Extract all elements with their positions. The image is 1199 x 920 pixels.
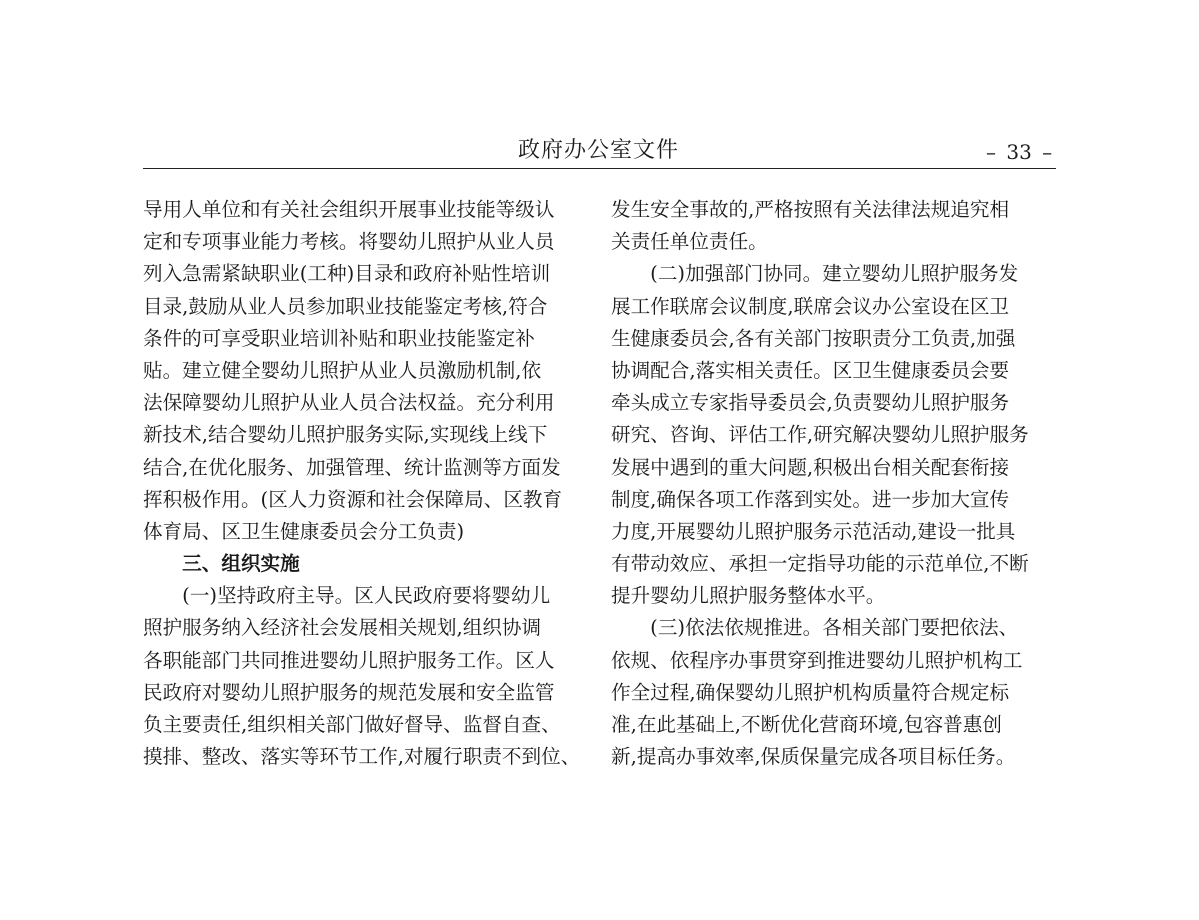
text-line: 照护服务纳入经济社会发展相关规划,组织协调 xyxy=(143,616,542,640)
text-line: 法保障婴幼儿照护从业人员合法权益。充分利用 xyxy=(143,391,555,415)
text-line: 列入急需紧缺职业(工种)目录和政府补贴性培训 xyxy=(143,262,551,286)
text-line: (二)加强部门协同。建立婴幼儿照护服务发 xyxy=(611,262,1019,286)
text-line: 依规、依程序办事贯穿到推进婴幼儿照护机构工 xyxy=(611,648,1023,672)
text-line: 条件的可享受职业培训补贴和职业技能鉴定补 xyxy=(143,326,535,350)
text-line: 导用人单位和有关社会组织开展事业技能等级认 xyxy=(143,198,555,221)
text-line: 制度,确保各项工作落到实处。进一步加大宣传 xyxy=(611,487,1010,511)
right-text-column xyxy=(611,194,1056,773)
text-line: 牵头成立专家指导委员会,负责婴幼儿照护服务 xyxy=(611,391,1010,415)
text-line: 民政府对婴幼儿照护服务的规范发展和安全监管 xyxy=(143,680,555,704)
text-line: (三)依法依规推进。各相关部门要把依法、 xyxy=(611,616,1019,640)
text-line: 挥积极作用。(区人力资源和社会保障局、区教育 xyxy=(143,487,563,511)
page-number: – 33 – xyxy=(986,140,1053,164)
text-line: 有带动效应、承担一定指导功能的示范单位,不断 xyxy=(611,552,1029,576)
text-line: 提升婴幼儿照护服务整体水平。 xyxy=(611,584,886,608)
text-line: 作全过程,确保婴幼儿照护机构质量符合规定标 xyxy=(611,680,1010,704)
text-line: 新,提高办事效率,保质保量完成各项目标任务。 xyxy=(611,745,1016,769)
header-divider xyxy=(143,168,1056,169)
text-line: 目录,鼓励从业人员参加职业技能鉴定考核,符合 xyxy=(143,294,548,318)
text-line: 新技术,结合婴幼儿照护服务实际,实现线上线下 xyxy=(143,423,548,447)
text-line: 结合,在优化服务、加强管理、统计监测等方面发 xyxy=(143,455,561,479)
text-line: (一)坚持政府主导。区人民政府要将婴幼儿 xyxy=(143,584,551,608)
text-line: 准,在此基础上,不断优化营商环境,包容普惠创 xyxy=(611,713,1002,736)
text-line: 体育局、区卫生健康委员会分工负责) xyxy=(143,519,465,543)
text-line: 生健康委员会,各有关部门按职责分工负责,加强 xyxy=(611,326,1016,350)
running-header-title: 政府办公室文件 xyxy=(518,138,680,163)
text-line: 展工作联席会议制度,联席会议办公室设在区卫 xyxy=(611,294,1010,318)
text-line: 关责任单位责任。 xyxy=(611,230,768,254)
text-line: 发展中遇到的重大问题,积极出台相关配套衔接 xyxy=(611,455,1010,479)
text-line: 定和专项事业能力考核。将婴幼儿照护从业人员 xyxy=(143,230,555,254)
text-line: 摸排、整改、落实等环节工作,对履行职责不到位、 xyxy=(143,745,581,769)
left-text-column xyxy=(143,194,588,773)
text-line: 发生安全事故的,严格按照有关法律法规追究相 xyxy=(611,198,1010,221)
text-line: 负主要责任,组织相关部门做好督导、监督自查、 xyxy=(143,713,561,736)
text-line: 力度,开展婴幼儿照护服务示范活动,建设一批具 xyxy=(611,519,1016,543)
text-line: 贴。建立健全婴幼儿照护从业人员激励机制,依 xyxy=(143,358,542,382)
text-line: 研究、咨询、评估工作,研究解决婴幼儿照护服务 xyxy=(611,423,1029,447)
section-heading: 三、组织实施 xyxy=(143,552,300,576)
text-line: 各职能部门共同推进婴幼儿照护服务工作。区人 xyxy=(143,648,555,672)
text-line: 协调配合,落实相关责任。区卫生健康委员会要 xyxy=(611,358,1010,382)
